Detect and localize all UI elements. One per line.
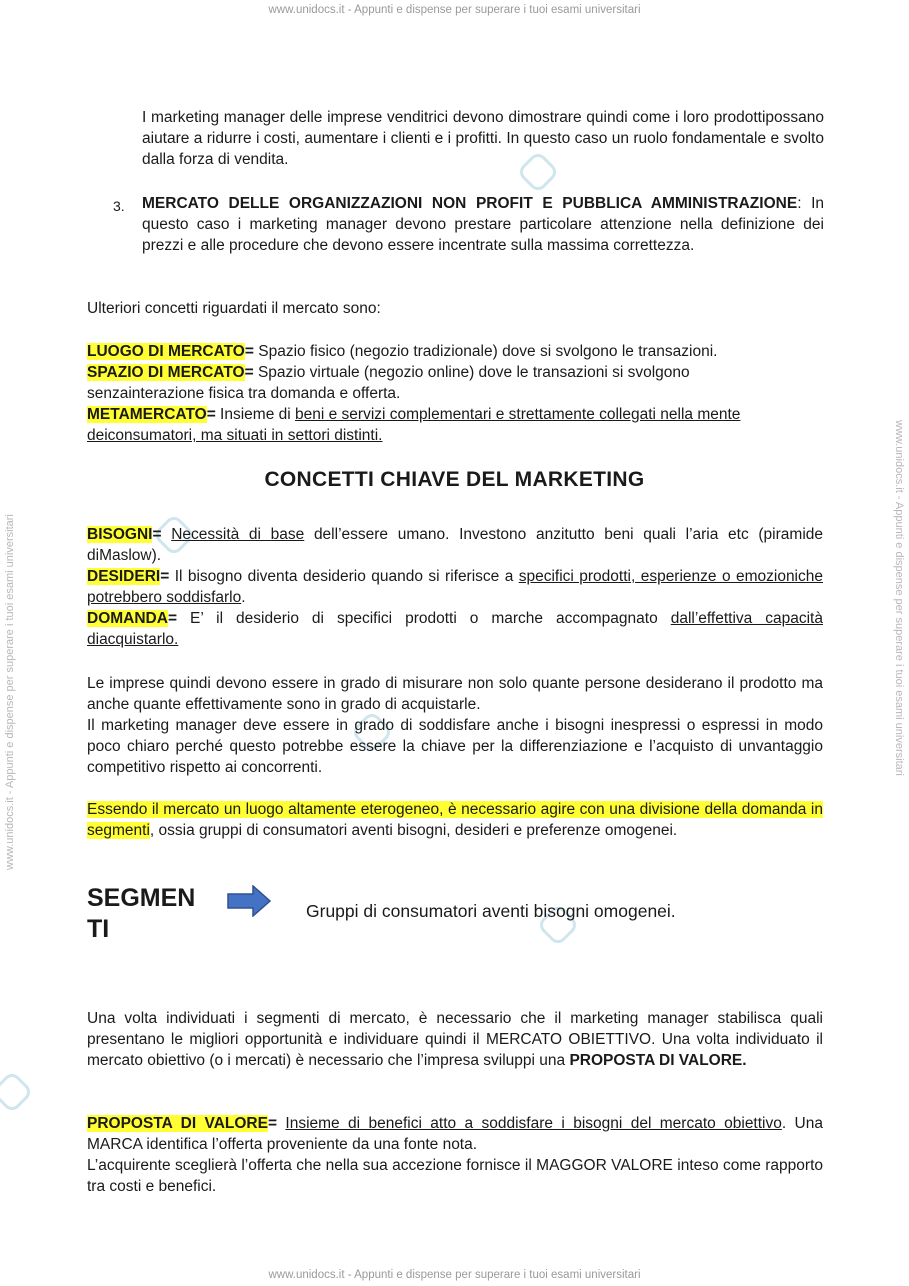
definitions-market [87,341,839,446]
definition-metamercato: METAMERCATO= Insieme di beni e servizi complementari e strettamente collegati nella mente deiconsumatori, ma situati in settori distinti. [87,406,741,444]
definition-bisogni: BISOGNI= Necessità di base dell’essere umano. Investono anzitutto beni quali l’aria etc (piramide diMaslow). [87,526,823,564]
paragraph-manager: Il marketing manager deve essere in grado di soddisfare anche i bisogni inespressi o espressi in modo poco chiaro perché questo potrebbe essere la chiave per la differenziazione e l’acquisto di unvantaggio competitivo rispetto ai concorrenti. [87,717,823,776]
definitions-marketing [87,524,823,650]
paragraph-segments: Essendo il mercato un luogo altamente eterogeneo, è necessario agire con una divisione della domanda in segmenti, ossia gruppi di consumatori aventi bisogni, desideri e preferenze omogenei. [87,801,823,839]
watermark-footer: www.unidocs.it - Appunti e dispense per superare i tuoi esami universitari [268,1269,641,1281]
list-number: 3. [113,198,125,214]
list-item-3: MERCATO DELLE ORGANIZZAZIONI NON PROFIT E PUBBLICA AMMINISTRAZIONE: In questo caso i marketing manager devono prestare particolare attenzione nella definizione dei prezzi e alle procedure che devono essere incentrate sulla massima correttezza. [142,195,825,254]
definition-domanda: DOMANDA= E’ il desiderio di specifici prodotti o marche accompagnato dall’effettiva capacità diacquistarlo. [87,610,823,648]
segmenti-definition: Gruppi di consumatori aventi bisogni omogenei. [306,901,676,921]
unidocs-logo-icon [0,1072,32,1112]
intro-paragraph: I marketing manager delle imprese venditrici devono dimostrare quindi come i loro prodottipossano aiutare a ridurre i costi, aumentare i clienti e i profitti. In questo caso un ruolo fondamentale e svolto dalla forza di vendita. [142,109,824,168]
list-item-term: MERCATO DELLE ORGANIZZAZIONI NON PROFIT E PUBBLICA AMMINISTRAZIONE [142,195,798,212]
segmenti-label: SEGMEN TI [87,884,196,943]
definition-desideri: DESIDERI= Il bisogno diventa desiderio quando si riferisce a specifici prodotti, esperienze o emozioniche potrebbero soddisfarlo. [87,568,823,606]
arrow-right-icon [227,885,271,917]
paragraph-imprese: Le imprese quindi devono essere in grado di misurare non solo quante persone desiderano il prodotto ma anche quante effettivamente sono in grado di acquistarle. [87,675,823,713]
paragraph-obiettivo: Una volta individuati i segmenti di mercato, è necessario che il marketing manager stabilisca quali presentano le migliori opportunità e individuare quindi il MERCATO OBIETTIVO. Una volta individuato il mercato obiettivo (o i mercati) è necessario che l’impresa sviluppi una PROPOSTA DI VALORE. [87,1010,823,1069]
section-title: CONCETTI CHIAVE DEL MARKETING [264,468,645,491]
definition-luogo: LUOGO DI MERCATO= Spazio fisico (negozio tradizionale) dove si svolgono le transazioni. [87,343,718,360]
definition-spazio: SPAZIO DI MERCATO= Spazio virtuale (negozio online) dove le transazioni si svolgono senzainterazione fisica tra domanda e offerta. [87,364,690,402]
watermark-side-right: www.unidocs.it - Appunti e dispense per superare i tuoi esami universitari [893,420,905,776]
watermark-side-left: www.unidocs.it - Appunti e dispense per superare i tuoi esami universitari [4,514,16,870]
definition-proposta: PROPOSTA DI VALORE= Insieme di benefici atto a soddisfare i bisogni del mercato obiettivo. Una MARCA identifica l’offerta proveniente da una fonte nota. L’acquirente sceglierà l’offerta che nella sua accezione fornisce il MAGGOR VALORE inteso come rapporto tra costi e benefici. [87,1115,823,1195]
watermark-header: www.unidocs.it - Appunti e dispense per superare i tuoi esami universitari [268,4,641,16]
ulteriori-line: Ulteriori concetti riguardati il mercato sono: [87,300,381,317]
list-item-text: In questo caso i marketing manager devono prestare particolare attenzione nella definizione dei prezzi e alle procedure che devono essere incentrate sulla massima correttezza. [142,195,825,254]
